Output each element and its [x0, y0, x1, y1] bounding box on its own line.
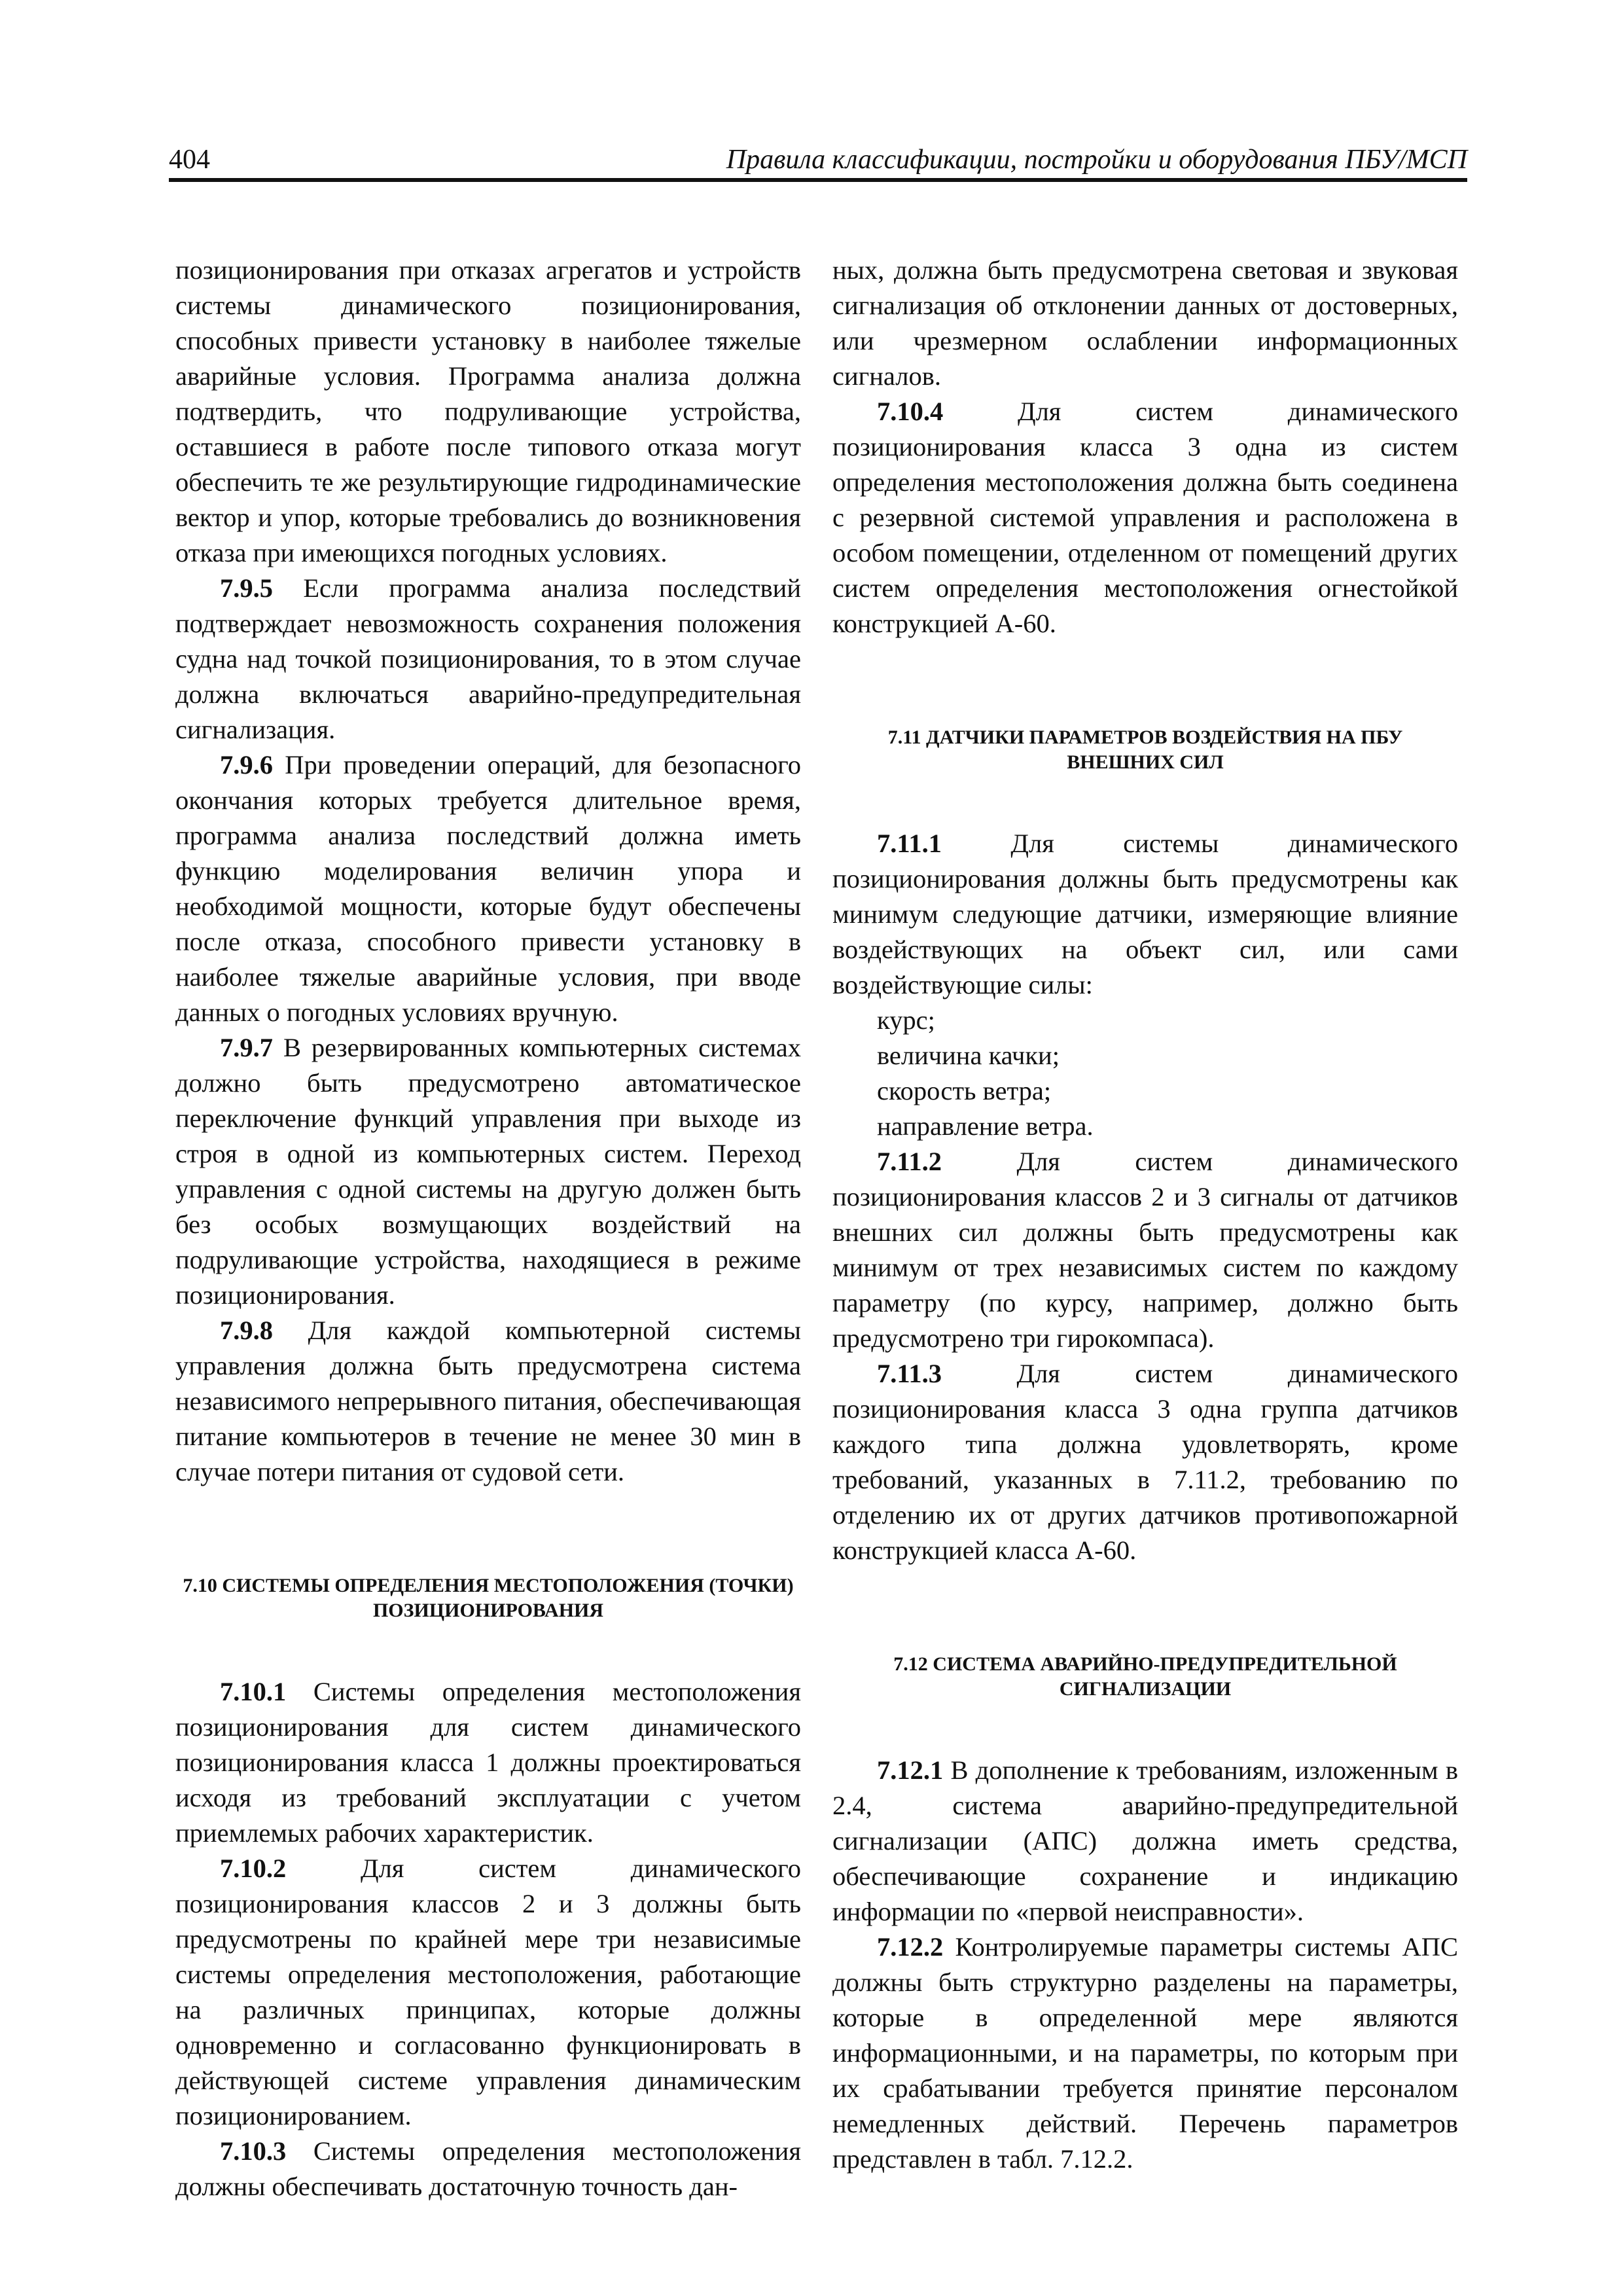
clause-number: 7.9.7 — [220, 1033, 273, 1062]
paragraph-7-12-2 — [832, 1929, 1458, 2177]
right-column — [832, 253, 1458, 2177]
left-column — [175, 253, 801, 2204]
clause-number: 7.11.2 — [877, 1147, 942, 1176]
paragraph-continued: позиционирования при отказах агрегатов и устройств системы динамического позиционирования, способных привести установку в наиболее тяжелые аварийные условия. Программа анализа должна подтвердить, что подруливающие устройства, оставшиеся в работе после типового отказа могут обеспечить те же результирующие гидродинамические вектор и упор, которые требовались до возникновения отказа при имеющихся погодных условиях. — [175, 255, 801, 567]
section-heading-7-10: 7.10 СИСТЕМЫ ОПРЕДЕЛЕНИЯ МЕСТОПОЛОЖЕНИЯ (ТОЧКИ) ПОЗИЦИОНИРОВАНИЯ — [183, 1575, 794, 1621]
clause-text: Системы определения местоположения позиционирования для систем динамического позиционирования класса 1 должны проектироваться исходя из требований эксплуатации с учетом приемлемых рабочих характеристик. — [175, 1677, 801, 1848]
clause-text: Для каждой компьютерной системы управления должна быть предусмотрена система независимого непрерывного питания, обеспечивающая питание компьютеров в течение не менее 30 мин в случае потери питания от судовой сети. — [175, 1316, 801, 1486]
clause-number: 7.10.1 — [220, 1677, 287, 1706]
spacer — [832, 641, 1458, 725]
paragraph-7-10-1 — [175, 1674, 801, 1851]
paragraph-7-9-5 — [175, 571, 801, 747]
header-rule — [169, 178, 1467, 182]
clause-text: Если программа анализа последствий подтверждает невозможность сохранения положения судна над точкой позиционирования, то в этом случае должна включаться аварийно-предупредительная сигнализация. — [175, 573, 801, 744]
spacer — [832, 1702, 1458, 1753]
clause-number: 7.11.3 — [877, 1359, 942, 1388]
paragraph-7-11-2 — [832, 1144, 1458, 1356]
clause-text: При проведении операций, для безопасного окончания которых требуется длительное время, программа анализа последствий должна иметь функцию моделирования величин упора и необходимой мощности, которые будут обеспечены после отказа, способного привести установку в наиболее тяжелые аварийные условия, при вводе данных о погодных условиях вручную. — [175, 750, 801, 1027]
clause-number: 7.9.5 — [220, 573, 273, 603]
spacer — [175, 1490, 801, 1573]
paragraph-7-9-6 — [175, 747, 801, 1030]
paragraph-7-11-3 — [832, 1356, 1458, 1568]
clause-text: Для систем динамического позиционирования класса 3 одна из систем определения местоположения должна быть соединена с резервной системой управления и расположена в особом помещении, отделенном от помещений других систем определения местоположения огнестойкой конструкцией А-60. — [832, 397, 1458, 638]
clause-text: В дополнение к требованиям, изложенным в 2.4, система аварийно-предупредительной сигнализации (АПС) должна иметь средства, обеспечивающие сохранение и индикацию информации по «первой неисправности». — [832, 1755, 1458, 1926]
clause-number: 7.10.3 — [220, 2136, 287, 2166]
section-heading-7-12: 7.12 СИСТЕМА АВАРИЙНО-ПРЕДУПРЕДИТЕЛЬНОЙ СИГНАЛИЗАЦИИ — [893, 1653, 1397, 1700]
paragraph-7-9-7 — [175, 1030, 801, 1313]
clause-number: 7.12.1 — [877, 1755, 944, 1785]
list-item: величина качки; — [877, 1041, 1060, 1070]
paragraph-7-10-2 — [175, 1851, 801, 2134]
clause-text: Для систем динамического позиционирования классов 2 и 3 должны быть предусмотрены по крайней мере три независимые системы определения местоположения, работающие на различных принципах, которые должны одновременно и согласованно функционировать в действующей системе управления динамическим позиционированием. — [175, 1854, 801, 2130]
paragraph-7-11-1 — [832, 826, 1458, 1003]
clause-text: Контролируемые параметры системы АПС должны быть структурно разделены на параметры, которые в определенной мере являются информационными, и на параметры, по которым при их срабатывании требуется принятие персоналом немедленных действий. Перечень параметров представлен в табл. 7.12.2. — [832, 1932, 1458, 2174]
clause-text: Системы определения местоположения должны обеспечивать достаточную точность дан- — [175, 2136, 801, 2201]
spacer — [832, 775, 1458, 826]
section-heading-7-11: 7.11 ДАТЧИКИ ПАРАМЕТРОВ ВОЗДЕЙСТВИЯ НА ПБУ ВНЕШНИХ СИЛ — [887, 726, 1403, 773]
clause-number: 7.10.4 — [877, 397, 944, 426]
clause-text: В резервированных компьютерных системах должно быть предусмотрено автоматическое переключение функций управления при выходе из строя в одной из компьютерных систем. Переход управления с одной системы на другую должен быть без особых возмущающих воздействий на подруливающие устройства, находящиеся в режиме позиционирования. — [175, 1033, 801, 1310]
list-item: курс; — [877, 1005, 935, 1035]
clause-text: Для системы динамического позиционирования должны быть предусмотрены как минимум следующие датчики, измеряющие влияние воздействующих на объект сил, или сами воздействующие силы: — [832, 829, 1458, 999]
running-title: Правила классификации, постройки и оборудования ПБУ/МСП — [726, 145, 1467, 175]
paragraph-7-10-4 — [832, 394, 1458, 641]
page-header — [169, 139, 1467, 179]
clause-text: Для систем динамического позиционирования классов 2 и 3 сигналы от датчиков внешних сил должны быть предусмотрены как минимум от трех независимых систем по каждому параметру (по курсу, например, должно быть предусмотрено три гирокомпаса). — [832, 1147, 1458, 1353]
paragraph-7-9-8 — [175, 1313, 801, 1490]
paragraph-7-12-1 — [832, 1753, 1458, 1929]
spacer — [832, 1568, 1458, 1652]
list-item: скорость ветра; — [877, 1076, 1052, 1105]
clause-number: 7.12.2 — [877, 1932, 944, 1962]
clause-number: 7.10.2 — [220, 1854, 287, 1883]
page-number: 404 — [169, 145, 210, 175]
list-item: направление ветра. — [877, 1111, 1094, 1141]
paragraph-continued: ных, должна быть предусмотрена световая и звуковая сигнализация об отклонении данных от достоверных, или чрезмерном ослаблении информационных сигналов. — [832, 255, 1458, 391]
clause-number: 7.11.1 — [877, 829, 942, 858]
paragraph-7-10-3 — [175, 2134, 801, 2204]
spacer — [175, 1623, 801, 1674]
clause-text: Для систем динамического позиционирования класса 3 одна группа датчиков каждого типа должна удовлетворять, кроме требований, указанных в 7.11.2, требованию по отделению их от других датчиков противопожарной конструкцией класса А-60. — [832, 1359, 1458, 1565]
clause-number: 7.9.8 — [220, 1316, 273, 1345]
clause-number: 7.9.6 — [220, 750, 273, 780]
